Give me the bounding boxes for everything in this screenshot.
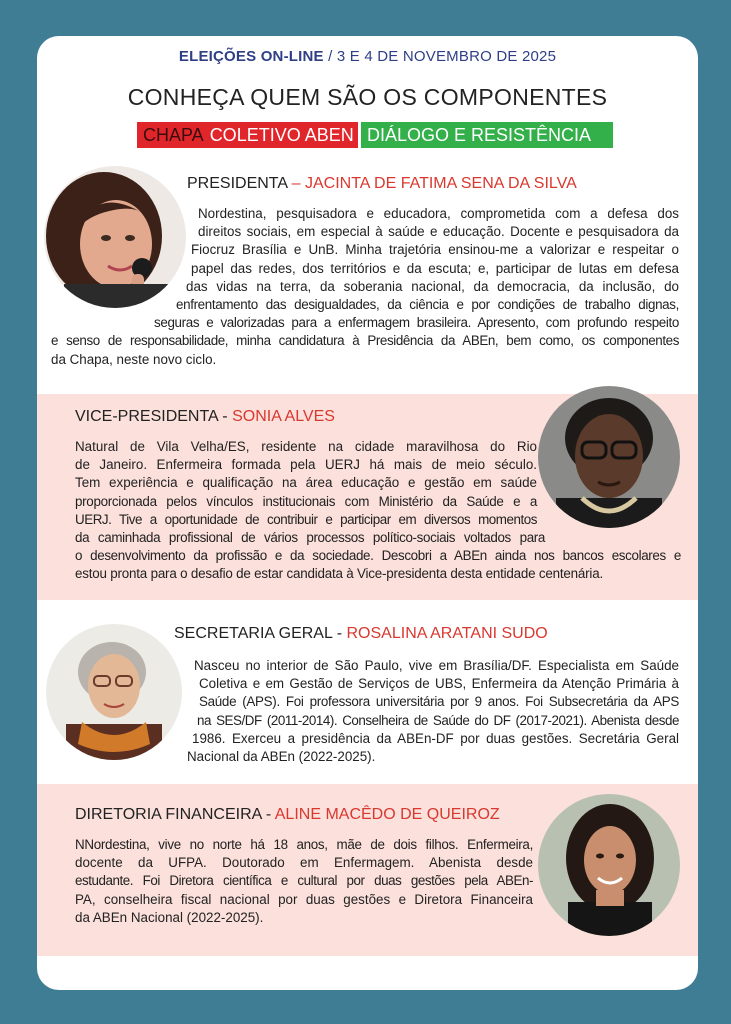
bio-line: UERJ. Tive a oportunidade de contribuir e participar em diversos momentos: [75, 511, 537, 527]
chapa-word: CHAPA: [143, 124, 204, 145]
role-heading: [174, 625, 548, 643]
bio-line: Coletiva e em Gestão de Serviços de UBS, Enfermeira da Atenção Primária à: [199, 676, 679, 692]
bio-line: da Chapa, neste novo ciclo.: [51, 351, 217, 367]
bio-line: enfrentamento das desigualdades, da ciência e por condições de trabalho dignas,: [176, 297, 679, 313]
bio-line: e senso de responsabilidade, minha candidatura à Presidência da ABEn, bem como, os componentes: [51, 333, 679, 349]
member-section-vice-presidenta: [37, 394, 698, 600]
member-section-secretaria-geral: [37, 602, 698, 782]
bio-line: da caminhada profissional de vários processos político-sociais voltados para: [75, 530, 545, 546]
member-name: SONIA ALVES: [232, 408, 335, 425]
election-label: ELEIÇÕES ON-LINE: [178, 48, 324, 65]
member-bio: [187, 657, 679, 766]
role-title: DIRETORIA FINANCEIRA: [75, 806, 262, 823]
bio-line: Tem experiência e qualificação na área educação e gestão em saúde: [75, 475, 537, 491]
role-separator: -: [336, 625, 343, 642]
chapa-name-1: COLETIVO ABEN: [209, 124, 354, 145]
bio-line: NNordestina, vive no norte há 18 anos, mãe de dois filhos. Enfermeira,: [75, 837, 533, 852]
chapa-red-block: [137, 122, 358, 148]
role-heading: [187, 175, 577, 193]
chapa-banner: [137, 122, 613, 148]
election-dates: / 3 E 4 DE NOVEMBRO DE 2025: [328, 48, 557, 65]
bio-line: Saúde (APS). Foi professora universitária por 9 anos. Foi Subsecretária da APS: [199, 694, 679, 710]
election-header: [37, 48, 698, 65]
page-title: CONHEÇA QUEM SÃO OS COMPONENTES: [127, 84, 608, 110]
role-heading: [75, 408, 335, 426]
flyer-card: [37, 36, 698, 990]
member-section-presidenta: [37, 158, 698, 392]
bio-line: direitos sociais, em especial à saúde e educação. Docente e pesquisadora da: [198, 224, 679, 240]
bio-line: PA, conselheira fiscal nacional por duas gestões e Diretora Financeira: [75, 891, 533, 907]
bio-line: docente da UFPA. Doutorado em Enfermagem. Abenista desde: [75, 855, 533, 871]
bio-line: o desenvolvimento da profissão e da sociedade. Descobri a ABEn ainda nos bancos escolares e: [75, 548, 681, 564]
bio-line: Natural de Vila Velha/ES, residente na cidade maravilhosa do Rio: [75, 439, 537, 454]
chapa-name-2: DIÁLOGO E RESISTÊNCIA: [367, 124, 592, 145]
bio-line: de Janeiro. Enfermeira formada pela UERJ há mais de meio século.: [75, 457, 537, 473]
chapa-green-block: [361, 122, 613, 148]
finance-director-photo: [538, 794, 680, 936]
member-bio: [51, 205, 679, 369]
bio-line: Nordestina, pesquisadora e educadora, comprometida com a defesa dos: [198, 206, 679, 221]
bio-line: Fiocruz Brasília e UnB. Minha trajetória ensinou-me a valorizar e respeitar o: [191, 242, 679, 258]
member-name: ROSALINA ARATANI SUDO: [346, 625, 548, 642]
role-separator: -: [265, 806, 272, 823]
bio-line: papel das redes, dos territórios e da escuta; e, participar de lutas em defesa: [191, 260, 679, 276]
secretary-photo: [46, 624, 182, 760]
member-bio: [75, 438, 681, 584]
member-section-diretoria-financeira: [37, 784, 698, 956]
role-title: SECRETARIA GERAL: [174, 625, 333, 642]
bio-line: estou pronta para o desafio de estar candidata à Vice-presidenta desta entidade centenária.: [75, 566, 603, 582]
member-name: ALINE MACÊDO DE QUEIROZ: [274, 806, 500, 823]
role-heading: [75, 806, 500, 824]
bio-line: Nacional da ABEn (2022-2025).: [187, 749, 376, 765]
role-title: VICE-PRESIDENTA: [75, 408, 218, 425]
member-name: – JACINTA DE FATIMA SENA DA SILVA: [291, 175, 577, 192]
bio-line: seguras e valorizadas para a enfermagem brasileira. Apresento, com profundo respeito: [154, 315, 679, 331]
bio-line: na SES/DF (2011-2014). Conselheira de Saúde do DF (2017-2021). Abenista desde: [197, 712, 679, 728]
bio-line: Nasceu no interior de São Paulo, vive em Brasília/DF. Especialista em Saúde: [194, 658, 679, 673]
bio-line: da ABEn Nacional (2022-2025).: [75, 909, 264, 925]
bio-line: das vidas na terra, da soberania nacional, da democracia, da inclusão, do: [186, 278, 679, 294]
bio-line: estudante. Foi Diretora científica e cultural por duas gestões pela ABEn-: [75, 873, 533, 889]
bio-line: proporcionada pelos vínculos institucionais com Ministério da Saúde e a: [75, 493, 537, 509]
bio-line: 1986. Exerceu a presidência da ABEn-DF por duas gestões. Secretária Geral: [192, 730, 679, 746]
member-bio: [75, 836, 533, 927]
role-title: PRESIDENTA: [187, 175, 288, 192]
role-separator: -: [222, 408, 228, 425]
